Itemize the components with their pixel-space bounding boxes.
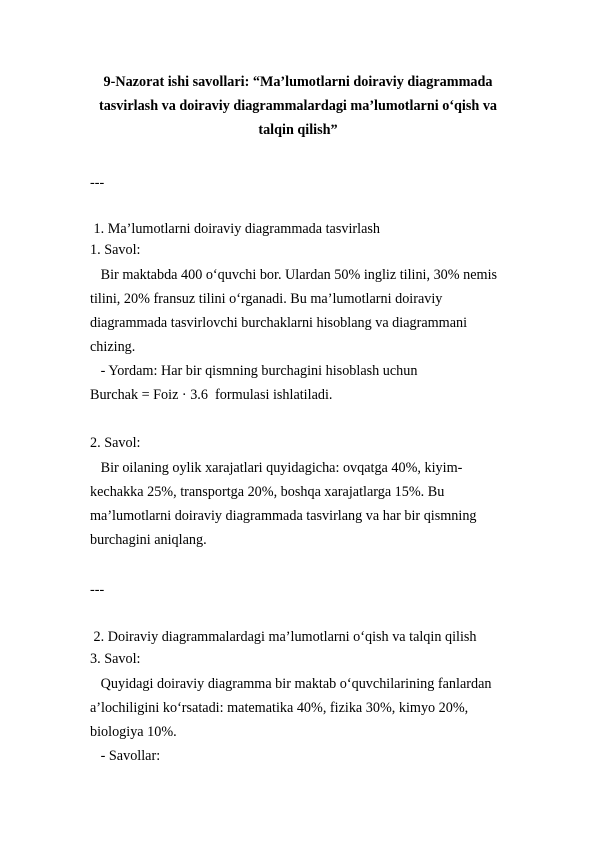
- question-3-label: 3. Savol:: [90, 651, 141, 667]
- question-3-line-1: Quyidagi doiraviy diagramma bir maktab o‘quvchilarining fanlardan: [90, 676, 492, 692]
- question-1-line-3: diagrammada tasvirlovchi burchaklarni hisoblang va diagrammani: [90, 315, 468, 331]
- question-3-line-3: biologiya 10%.: [90, 724, 177, 740]
- question-2-line-2: kechakka 25%, transportga 20%, boshqa xarajatlarga 15%. Bu: [90, 484, 445, 500]
- question-2-label: 2. Savol:: [90, 435, 141, 451]
- question-3-line-2: a’lochiligini ko‘rsatadi: matematika 40%, fizika 30%, kimyo 20%,: [90, 700, 469, 716]
- question-1-line-4: chizing.: [90, 339, 136, 355]
- question-1-hint: - Yordam: Har bir qismning burchagini hisoblash uchun: [90, 363, 418, 379]
- title-line-3: talqin qilish”: [258, 122, 338, 138]
- question-3-subquestions-label: - Savollar:: [90, 748, 161, 764]
- question-1-line-2: tilini, 20% fransuz tilini o‘rganadi. Bu ma’lumotlarni doiraviy: [90, 291, 443, 307]
- section-1-heading: 1. Ma’lumotlarni doiraviy diagrammada tasvirlash: [90, 221, 380, 237]
- question-1-line-1: Bir maktabda 400 o‘quvchi bor. Ulardan 50% ingliz tilini, 30% nemis: [90, 267, 498, 283]
- question-2-line-4: burchagini aniqlang.: [90, 532, 207, 548]
- document-title: [90, 70, 506, 142]
- question-1-label: 1. Savol:: [90, 242, 141, 258]
- section-2-heading: 2. Doiraviy diagrammalardagi ma’lumotlarni o‘qish va talqin qilish: [90, 629, 477, 645]
- title-line-1: 9-Nazorat ishi savollari: “Ma’lumotlarni doiraviy diagrammada: [103, 74, 493, 90]
- separator-1: ---: [90, 175, 105, 191]
- question-1-formula: Burchak = Foiz · 3.6 formulasi ishlatiladi.: [90, 387, 333, 403]
- separator-2: ---: [90, 582, 105, 598]
- title-line-2: tasvirlash va doiraviy diagrammalardagi ma’lumotlarni o‘qish va: [98, 98, 498, 114]
- question-2-line-3: ma’lumotlarni doiraviy diagrammada tasvirlang va har bir qismning: [90, 508, 477, 524]
- question-2-line-1: Bir oilaning oylik xarajatlari quyidagicha: ovqatga 40%, kiyim-: [90, 460, 463, 476]
